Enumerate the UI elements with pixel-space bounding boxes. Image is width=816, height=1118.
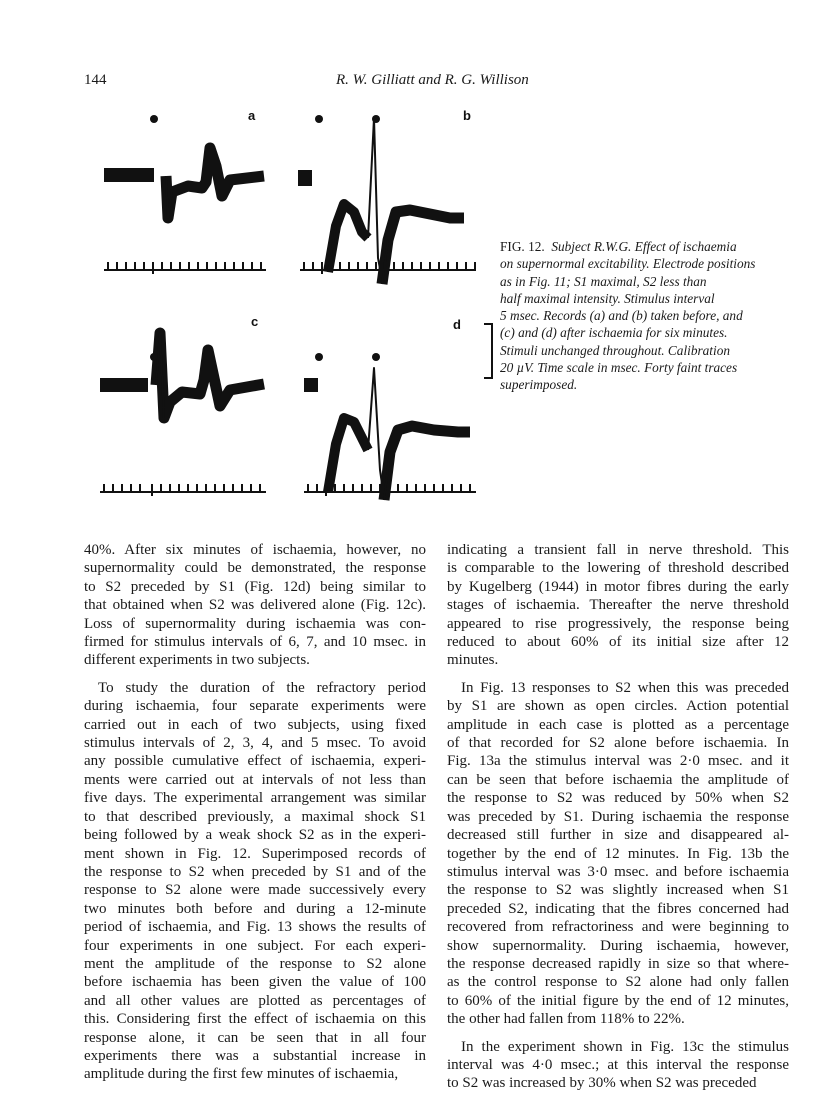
text-line: stimulus interval was 3·0 msec. and before ischaemia — [447, 863, 789, 880]
text-line: to S2 preceded by S1 (Fig. 12d) being similar to — [84, 578, 426, 595]
text-line: minutes. — [447, 652, 499, 669]
caption-line: 5 msec. Records (a) and (b) taken before, and — [500, 308, 743, 324]
text-line: experiments there was a substantial increase in — [84, 1047, 426, 1064]
text-line: interval was 4·0 msec.; at this interval the response — [447, 1056, 789, 1073]
text-line: to that described previously, a maximal shock S1 — [84, 808, 426, 825]
text-line: together by the end of 12 minutes. In Fig. 13b the — [447, 845, 789, 862]
text-line: during ischaemia, four separate experiments were — [84, 698, 426, 715]
text-line: 40%. After six minutes of ischaemia, however, no — [84, 542, 426, 558]
text-line: four experiments in one subject. For each experi- — [84, 937, 426, 954]
panel-label-b: b — [463, 108, 471, 123]
text-line: is comparable to the lowering of threshold described — [447, 560, 789, 577]
caption-line: 20 µV. Time scale in msec. Forty faint traces — [500, 360, 738, 376]
caption-line: as in Fig. 11; S1 maximal, S2 less than — [500, 273, 707, 289]
caption-label: FIG. 12. — [500, 239, 545, 254]
text-line: this. Considering first the effect of ischaemia on this — [84, 1011, 426, 1028]
paragraph — [84, 679, 426, 1084]
time-scale-a — [104, 262, 266, 274]
paragraph — [447, 1038, 789, 1093]
text-line: being followed by a weak shock S2 as in the experi- — [84, 827, 426, 844]
text-line: stimulus intervals of 2, 3, 4, and 5 msec. To avoid — [84, 735, 426, 752]
paragraph — [447, 541, 789, 670]
stimulus-dot — [315, 115, 323, 123]
panel-label-d: d — [453, 317, 461, 332]
text-line: Loss of supernormality during ischaemia was con- — [84, 615, 426, 632]
text-line: by Kugelberg (1944) in motor fibres during the early — [447, 578, 789, 595]
text-line: stages of ischaemia. Thereafter the nerve threshold — [447, 597, 789, 614]
text-line: of that recorded for S2 alone before ischaemia. In — [447, 735, 789, 752]
text-line: amplitude in each case is plotted as a percentage — [447, 716, 789, 733]
text-line: response to S2 alone were made successively every — [84, 882, 426, 899]
text-line: supernormality could be demonstrated, the response — [84, 560, 426, 577]
text-line: by S1 are shown as open circles. Action potential — [447, 698, 789, 715]
text-line: firmed for stimulus intervals of 6, 7, and 10 msec. in — [84, 634, 426, 651]
paragraph — [447, 679, 789, 1029]
text-line: the other had fallen from 118% to 22%. — [447, 1011, 685, 1028]
text-line: decreased still further in size and disappeared al- — [447, 827, 789, 844]
text-line: the response decreased rapidly in size so that where- — [447, 955, 789, 972]
trace-a — [104, 148, 264, 218]
text-line: indicating a transient fall in nerve threshold. This — [447, 542, 789, 558]
time-scale-c — [100, 484, 266, 496]
figure-caption — [500, 238, 800, 394]
paragraph — [84, 541, 426, 670]
stimulus-dot — [315, 353, 323, 361]
caption-line: on supernormal excitability. Electrode positions — [500, 256, 756, 272]
text-line: five days. The experimental arrangement was similar — [84, 790, 426, 807]
text-line: ments were carried out at intervals of not less than — [84, 771, 426, 788]
text-line: carried out in each of two subjects, using fixed — [84, 716, 426, 733]
text-line: Fig. 13a the stimulus interval was 2·0 msec. and it — [447, 753, 789, 770]
text-line: To study the duration of the refractory period — [98, 679, 426, 696]
caption-line: half maximal intensity. Stimulus interval — [500, 290, 715, 306]
text-line: before ischaemia has been given the value of 100 — [84, 974, 426, 991]
text-line: to 60% of the initial figure by the end of 12 minutes, — [447, 992, 789, 1009]
text-line: recovered from refractoriness and were beginning to — [447, 919, 789, 936]
text-line: amplitude during the first few minutes of ischaemia, — [84, 1066, 399, 1083]
text-line: and all other values are plotted as percentages of — [84, 992, 426, 1009]
text-line: appeared to rise progressively, the response being — [447, 615, 789, 632]
text-line: response alone, it can be seen that in all four — [84, 1029, 426, 1046]
running-head: R. W. Gilliatt and R. G. Willison — [336, 72, 529, 88]
caption-line: Stimuli unchanged throughout. Calibration — [500, 342, 730, 358]
caption-line: Subject R.W.G. Effect of ischaemia — [551, 239, 737, 254]
caption-line: superimposed. — [500, 377, 578, 393]
text-line: preceded S2, indicating that the fibres concerned had — [447, 900, 789, 917]
text-line: the response to S2 when preceded by S1 and of the — [84, 863, 426, 880]
text-line: the response to S2 was reduced by 50% when S2 — [447, 790, 789, 807]
text-line: can be seen that before ischaemia the amplitude of — [447, 771, 789, 788]
text-line: two minutes both before and during a 12-minute — [84, 900, 426, 917]
panel-label-c: c — [251, 314, 259, 329]
stimulus-dot — [372, 353, 380, 361]
trace-b — [298, 118, 464, 284]
text-line: show supernormality. During ischaemia, however, — [447, 937, 789, 954]
text-line: was preceded by S1. During ischaemia the response — [447, 808, 789, 825]
calibration-bar — [484, 324, 492, 378]
text-line: different experiments in two subjects. — [84, 652, 310, 669]
text-line: any possible cumulative effect of ischaemia, experi- — [84, 753, 426, 770]
page-number: 144 — [84, 72, 107, 88]
text-line: that obtained when S2 was delivered alone (Fig. 12c). — [84, 597, 426, 614]
trace-d — [304, 368, 470, 500]
text-line: In the experiment shown in Fig. 13c the stimulus — [461, 1038, 789, 1055]
text-line: In Fig. 13 responses to S2 when this was preceded — [461, 679, 789, 696]
text-line: ment shown in Fig. 12. Superimposed records of — [84, 845, 426, 862]
panel-label-a: a — [248, 108, 256, 123]
caption-line: (c) and (d) after ischaemia for six minutes. — [500, 325, 728, 341]
text-line: period of ischaemia, and Fig. 13 shows the results of — [84, 919, 426, 936]
right-column — [447, 541, 789, 1093]
figure-12-traces — [90, 100, 510, 520]
left-column — [84, 541, 426, 1084]
text-line: as the control response to S2 alone had only fallen — [447, 974, 789, 991]
text-line: the response to S2 was slightly increased when S1 — [447, 882, 789, 899]
stimulus-dot — [150, 115, 158, 123]
text-line: to S2 was increased by 30% when S2 was preceded — [447, 1075, 757, 1092]
trace-c — [100, 333, 264, 418]
text-line: reduced to about 60% of its initial size after 12 — [447, 634, 789, 651]
text-line: ment the amplitude of the response to S2 alone — [84, 955, 426, 972]
